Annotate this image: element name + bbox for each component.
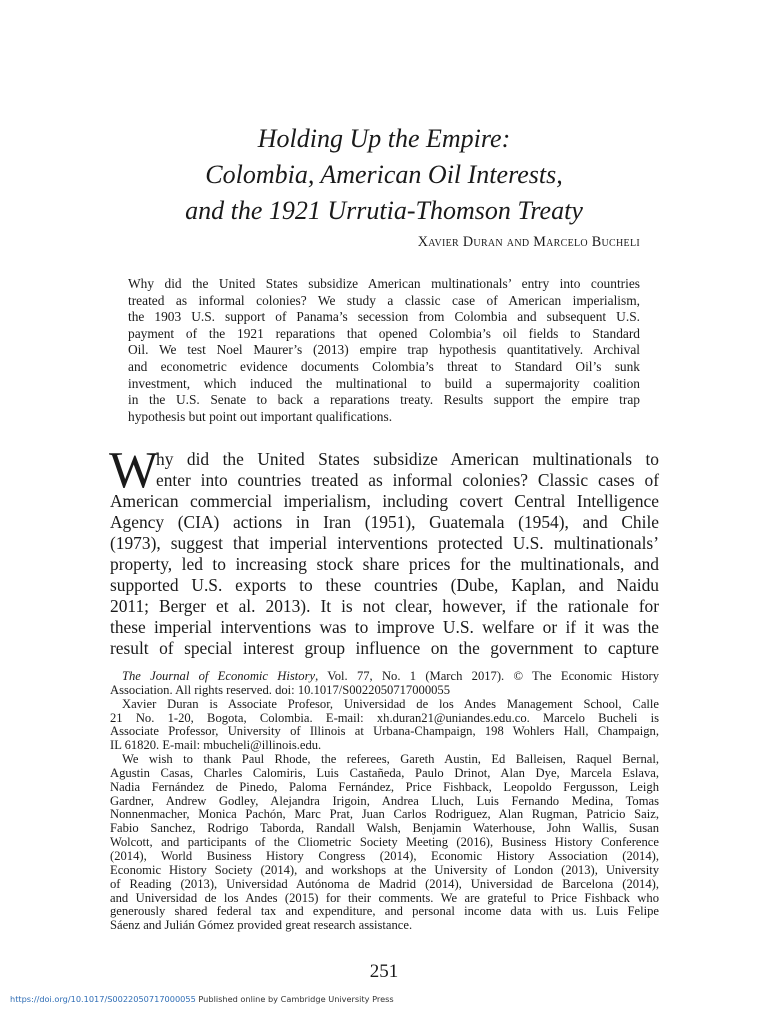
footnote-line: generously shared federal tax and expenditure, and personal income data with us. Luis Felipe xyxy=(110,904,659,919)
page-footer xyxy=(10,994,394,1004)
footnote-line: and Universidad de los Andes (2015) for their comments. We are grateful to Price Fishback who xyxy=(110,890,659,905)
footnote-line: Sáenz and Julián Gómez provided great research assistance. xyxy=(110,918,413,933)
footnote-line: We wish to thank Paul Rhode, the referees, Gareth Austin, Ed Balleisen, Raquel Bernal, xyxy=(122,752,659,767)
drop-cap: W xyxy=(109,442,159,499)
author-names: Xavier Duran and Marcelo Bucheli xyxy=(417,234,640,250)
footnote-line: Wolcott, and participants of the Cliometric Society Meeting (2016), Business History Conference xyxy=(110,835,659,850)
abstract-line: hypothesis but point out important qualifications. xyxy=(128,408,393,424)
body-line: enter into countries treated as informal colonies? Classic cases of xyxy=(156,470,659,490)
abstract-line: in the U.S. Senate to back a reparations treaty. Results support the empire trap xyxy=(128,392,640,408)
journal-details: , Vol. 77, No. 1 (March 2017). © The Economic History xyxy=(315,669,659,683)
abstract-line: the 1903 U.S. support of Panama’s secession from Colombia and subsequent U.S. xyxy=(128,309,640,325)
page-number: 251 xyxy=(369,961,399,982)
footnote-journal-line xyxy=(110,670,659,684)
abstract xyxy=(128,276,640,425)
abstract-line: treated as informal colonies? We study a classic case of American imperialism, xyxy=(128,292,640,308)
footnote-line: (2014), World Business History Congress (2014), Economic History Association (2014), xyxy=(110,848,659,863)
title-line-3: and the 1921 Urrutia-Thomson Treaty xyxy=(185,196,583,225)
publisher-note: Published online by Cambridge University Press xyxy=(195,994,394,1004)
footnote-line: Economic History Society (2014), and workshops at the University of London (2013), University xyxy=(110,862,659,877)
body-line: (1973), suggest that imperial interventions protected U.S. multinationals’ xyxy=(110,533,659,553)
body-line: result of special interest group influence on the government to capture xyxy=(110,638,659,658)
body-line: property, led to increasing stock share prices for the multinationals, and xyxy=(110,554,659,574)
footnote-line: 21 No. 1-20, Bogota, Colombia. E-mail: xh.duran21@uniandes.edu.co. Marcelo Bucheli is xyxy=(110,710,659,725)
footnote-line: Association. All rights reserved. doi: 10.1017/S0022050717000055 xyxy=(110,682,451,697)
footnote-line: IL 61820. E-mail: mbucheli@illinois.edu. xyxy=(110,738,322,753)
abstract-line: Oil. We test Noel Maurer’s (2013) empire trap hypothesis quantitatively. Archival xyxy=(128,342,640,358)
body-line: American commercial imperialism, including covert Central Intelligence xyxy=(110,491,659,511)
body-line: supported U.S. exports to these countries (Dube, Kaplan, and Naidu xyxy=(110,575,659,595)
footnote-line: Nadia Fernández de Pinedo, Paloma Fernández, Price Fishback, Leopoldo Fergusson, Leigh xyxy=(110,779,659,794)
title-line-1: Holding Up the Empire: xyxy=(257,124,511,153)
body-line: Agency (CIA) actions in Iran (1951), Guatemala (1954), and Chile xyxy=(110,512,659,532)
footnotes xyxy=(110,670,659,933)
footnote-line: of Reading (2013), Universidad Autónoma de Madrid (2014), Universidad de Barcelona (2014), xyxy=(110,876,659,891)
journal-name: The Journal of Economic History xyxy=(122,669,316,683)
body-line: 2011; Berger et al. 2013). It is not clear, however, if the rationale for xyxy=(110,596,659,616)
title-line-2: Colombia, American Oil Interests, xyxy=(205,160,563,189)
footnote-line: Associate Professor, University of Illinois at Urbana-Champaign, 198 Wohlers Hall, Champaign, xyxy=(110,724,659,739)
footnote-line: Gardner, Andrew Godley, Alejandra Irigoin, Andrea Lluch, Luis Fernando Medina, Tomas xyxy=(110,793,659,808)
footnote-line: Fabio Sanchez, Rodrigo Taborda, Randall Walsh, Benjamin Waterhouse, John Wallis, Susan xyxy=(110,821,659,836)
footnote-line: Nonnenmacher, Monica Pachón, Marc Prat, Juan Carlos Rodriguez, Alan Rugman, Patricio Saiz, xyxy=(110,807,659,822)
doi-link[interactable]: https://doi.org/10.1017/S0022050717000055 xyxy=(10,994,196,1004)
abstract-line: payment of the 1921 reparations that opened Colombia’s oil fields to Standard xyxy=(128,325,640,341)
body-line: hy did the United States subsidize American multinationals to xyxy=(156,449,659,469)
article-title xyxy=(60,121,708,229)
abstract-line: and econometric evidence documents Colombia’s threat to Standard Oil’s sunk xyxy=(128,358,640,374)
footnote-line: Xavier Duran is Associate Profesor, Universidad de los Andes Management School, Calle xyxy=(122,696,659,711)
abstract-line: Why did the United States subsidize American multinationals’ entry into countries xyxy=(128,276,640,291)
footnote-line: Agustin Casas, Charles Calomiris, Luis Castañeda, Paulo Drinot, Alan Dye, Marcela Eslava, xyxy=(110,765,659,780)
abstract-line: investment, which induced the multinational to build a supermajority coalition xyxy=(128,375,640,391)
body-paragraph xyxy=(109,442,659,659)
body-line: these imperial interventions was to improve U.S. welfare or if it was the xyxy=(110,617,659,637)
